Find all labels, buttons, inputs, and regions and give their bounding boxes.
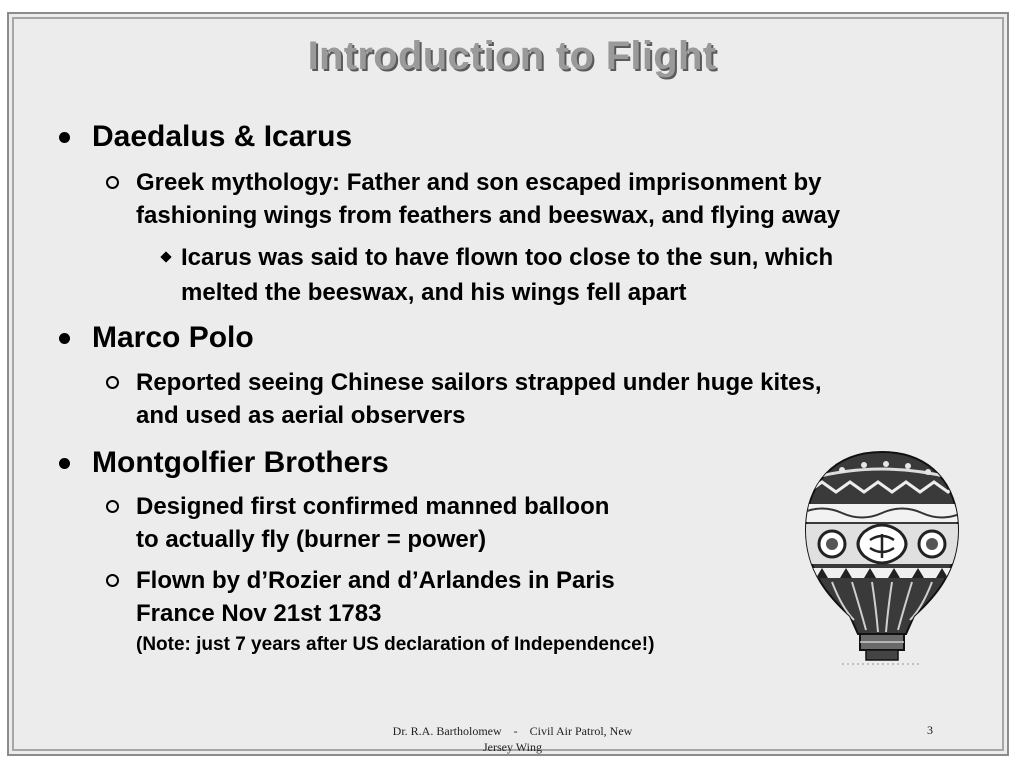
sub-bullet-line: and used as aerial observers [136, 402, 466, 429]
bullet-heading-daedalus: Daedalus & Icarus [92, 120, 353, 153]
bullet-dot-icon [59, 333, 70, 344]
sub-bullet-line: Flown by d’Rozier and d’Arlandes in Paris [136, 567, 615, 594]
bullet-ring-icon [106, 176, 119, 189]
bullet-heading-marco-polo: Marco Polo [92, 321, 254, 354]
bullet-dot-icon [59, 132, 70, 143]
hot-air-balloon-icon [802, 448, 962, 670]
bullet-ring-icon [106, 376, 119, 389]
bullet-diamond-icon [160, 251, 171, 262]
bullet-heading-montgolfier: Montgolfier Brothers [92, 446, 389, 479]
slide-footer: Dr. R.A. Bartholomew - Civil Air Patrol, New Jersey Wing [392, 724, 633, 754]
sub-bullet-note: (Note: just 7 years after US declaration of Independence!) [136, 634, 655, 655]
slide-title: Introduction to Flight [307, 34, 717, 78]
sub-bullet-line: France Nov 21st 1783 [136, 600, 382, 627]
sub-bullet-line: Reported seeing Chinese sailors strapped under huge kites, [136, 369, 822, 396]
bullet-ring-icon [106, 574, 119, 587]
sub-bullet-line: Designed first confirmed manned balloon [136, 493, 610, 520]
sub-bullet-line: to actually fly (burner = power) [136, 526, 487, 553]
bullet-dot-icon [59, 458, 70, 469]
bullet-ring-icon [106, 500, 119, 513]
sub-sub-bullet-line: melted the beeswax, and his wings fell apart [181, 279, 687, 306]
sub-bullet-line: Greek mythology: Father and son escaped imprisonment by [136, 169, 822, 196]
sub-sub-bullet-line: Icarus was said to have flown too close to the sun, which [181, 244, 834, 271]
page-number: 3 [927, 723, 933, 737]
sub-bullet-line: fashioning wings from feathers and beeswax, and flying away [136, 202, 841, 229]
